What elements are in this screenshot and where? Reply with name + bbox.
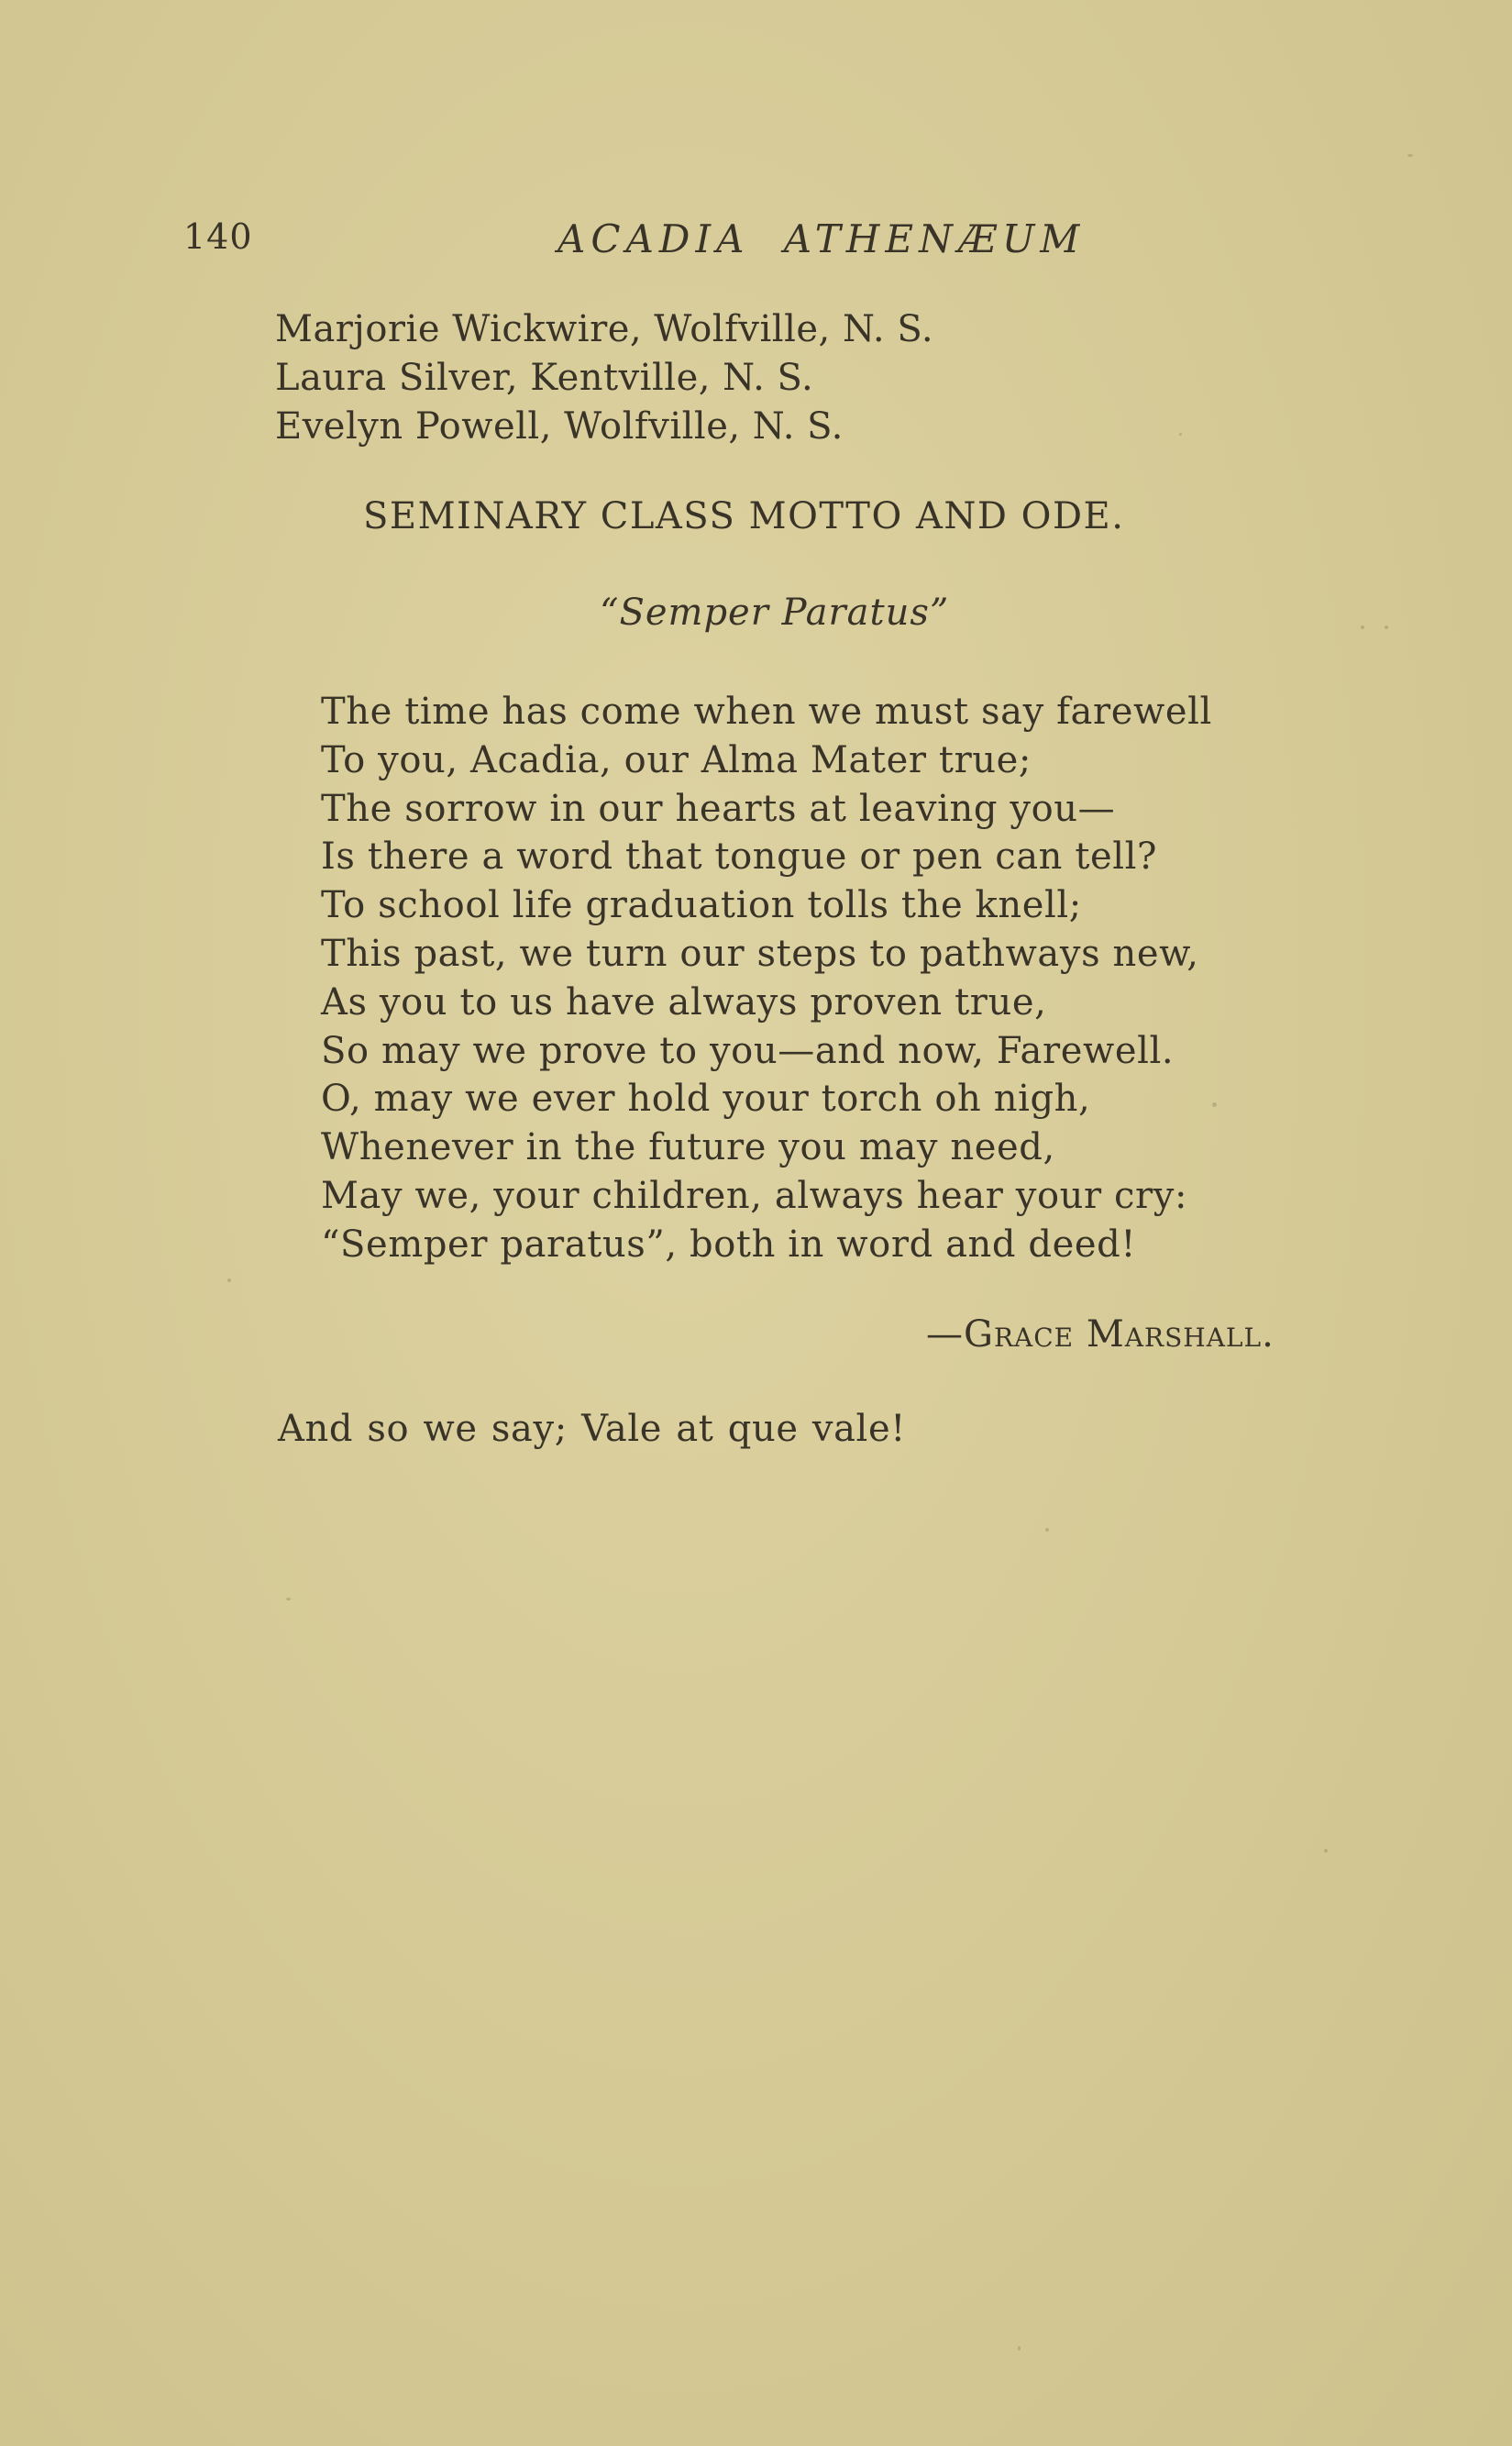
- poem: [321, 688, 1212, 1269]
- running-title: ACADIA ATHENÆUM: [557, 216, 1086, 261]
- paper-speck: [1212, 1102, 1217, 1107]
- poem-line: As you to us have always proven true,: [321, 980, 1047, 1024]
- paper-speck: [1324, 1849, 1328, 1853]
- page-header: [0, 216, 1512, 268]
- motto: “Semper Paratus”: [600, 592, 950, 634]
- poem-line: “Semper paratus”, both in word and deed!: [321, 1223, 1137, 1266]
- name-list: [275, 305, 933, 451]
- poem-line: This past, we turn our steps to pathways new,: [321, 932, 1199, 975]
- name-entry: Evelyn Powell, Wolfville, N. S.: [275, 405, 844, 448]
- poem-line: Whenever in the future you may need,: [321, 1126, 1055, 1169]
- paper-speck: [1018, 2346, 1021, 2351]
- paper-speck: [1361, 625, 1364, 629]
- paper-speck: [227, 1278, 231, 1282]
- section-heading: SEMINARY CLASS MOTTO AND ODE.: [363, 495, 1125, 537]
- poem-line: The sorrow in our hearts at leaving you—: [321, 787, 1116, 830]
- poem-line: The time has come when we must say farewell: [321, 691, 1212, 733]
- name-entry: Laura Silver, Kentville, N. S.: [275, 357, 814, 399]
- poem-line: To school life graduation tolls the knell;: [321, 884, 1082, 927]
- paper-speck: [1179, 433, 1182, 436]
- poem-line: Is there a word that tongue or pen can tell?: [321, 836, 1158, 879]
- paper-speck: [1045, 1528, 1049, 1532]
- poem-attribution: —Grace Marshall.: [926, 1313, 1275, 1356]
- page-number: 140: [183, 216, 253, 257]
- poem-line: May we, your children, always hear your cry:: [321, 1174, 1188, 1217]
- poem-line: So may we prove to you—and now, Farewell.: [321, 1029, 1175, 1072]
- name-entry: Marjorie Wickwire, Wolfville, N. S.: [275, 308, 934, 350]
- paper-speck: [1407, 154, 1413, 157]
- paper-speck: [1385, 625, 1388, 629]
- closing-line: And so we say; Vale at que vale!: [278, 1408, 906, 1450]
- poem-line: O, may we ever hold your torch oh nigh,: [321, 1078, 1091, 1121]
- paper-speck: [286, 1598, 291, 1600]
- poem-line: To you, Acadia, our Alma Mater true;: [321, 738, 1032, 781]
